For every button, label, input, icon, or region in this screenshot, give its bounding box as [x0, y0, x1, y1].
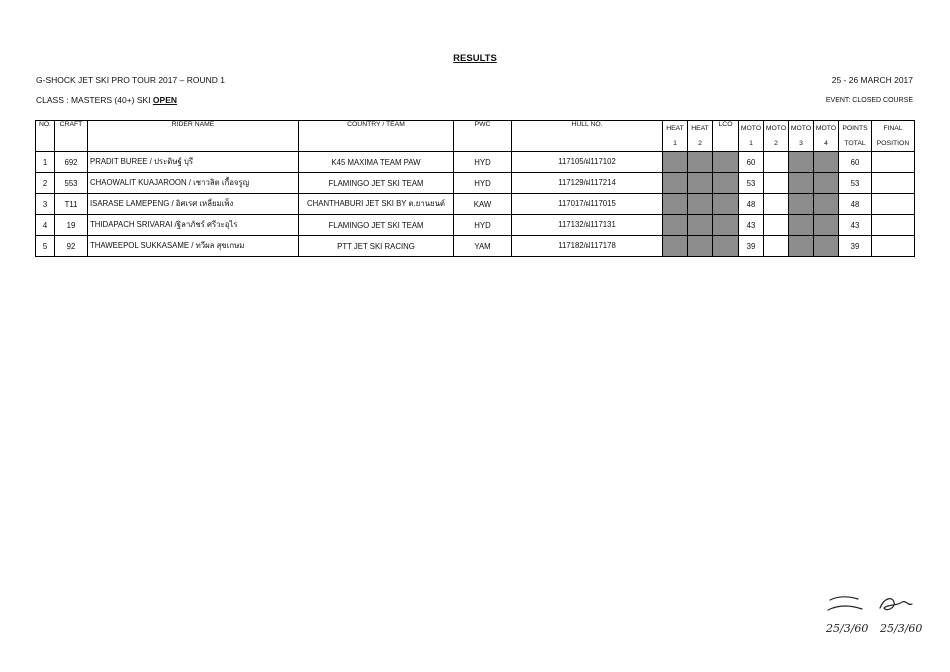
cell-team: FLAMINGO JET SKI TEAM	[299, 173, 454, 194]
cell-team: K45 MAXIMA TEAM PAW	[299, 152, 454, 173]
col-heat2-header: HEAT	[688, 121, 713, 136]
signature-right	[880, 599, 912, 610]
cell-rider: ISARASE LAMEPENG / อิศเรศ เหลี่ยมเพ็ง	[88, 194, 299, 215]
cell-moto3-shaded	[789, 236, 814, 257]
cell-moto3-shaded	[789, 194, 814, 215]
cell-heat1-shaded	[663, 236, 688, 257]
cell-team: PTT JET SKI RACING	[299, 236, 454, 257]
cell-team: FLAMINGO JET SKI TEAM	[299, 215, 454, 236]
cell-hull: 117105/ฝ117102	[512, 152, 663, 173]
cell-moto4-shaded	[814, 236, 839, 257]
cell-total: 60	[839, 152, 872, 173]
table-row	[36, 173, 915, 194]
cell-total: 39	[839, 236, 872, 257]
col-team-header: COUNTRY / TEAM	[299, 121, 454, 152]
cell-moto2	[764, 215, 789, 236]
cell-no: 4	[36, 215, 55, 236]
cell-hull: 117182/ฝ117178	[512, 236, 663, 257]
cell-team: CHANTHABURI JET SKI BY ต.ยานยนต์	[299, 194, 454, 215]
document-title: RESULTS	[453, 53, 497, 64]
event-title: G-SHOCK JET SKI PRO TOUR 2017 – ROUND 1	[36, 75, 225, 85]
cell-rider: THIDAPACH SRIVARAI /ฐิลาภัชร์ ศรีวะอุไร	[88, 215, 299, 236]
cell-heat2-shaded	[688, 173, 713, 194]
col-moto3-number: 3	[789, 135, 814, 152]
signature-left-stroke-1	[830, 597, 858, 600]
signature-date-right: 25/3/60	[880, 622, 923, 635]
cell-moto3-shaded	[789, 215, 814, 236]
signature-date-left: 25/3/60	[826, 622, 869, 635]
col-final-header: FINAL	[872, 121, 915, 136]
cell-rider: THAWEEPOL SUKKASAME / ทวีผล สุขเกษม	[88, 236, 299, 257]
cell-moto2	[764, 236, 789, 257]
cell-final-position	[872, 173, 915, 194]
cell-no: 3	[36, 194, 55, 215]
col-moto4-header: MOTO	[814, 121, 839, 136]
cell-heat2-shaded	[688, 215, 713, 236]
col-points-header: POINTS	[839, 121, 872, 136]
col-no-header: NO.	[36, 121, 55, 152]
cell-lco-shaded	[713, 173, 739, 194]
cell-pwc: HYD	[454, 173, 512, 194]
col-heat1-number: 1	[663, 135, 688, 152]
cell-moto2	[764, 152, 789, 173]
cell-craft: 92	[55, 236, 88, 257]
results-table	[35, 120, 915, 257]
cell-total: 43	[839, 215, 872, 236]
col-moto3-header: MOTO	[789, 121, 814, 136]
cell-moto2	[764, 194, 789, 215]
cell-heat1-shaded	[663, 152, 688, 173]
cell-final-position	[872, 194, 915, 215]
cell-heat1-shaded	[663, 173, 688, 194]
cell-hull: 117129/ฝ117214	[512, 173, 663, 194]
cell-heat2-shaded	[688, 194, 713, 215]
col-moto4-number: 4	[814, 135, 839, 152]
cell-craft: T11	[55, 194, 88, 215]
cell-heat1-shaded	[663, 215, 688, 236]
cell-rider: PRADIT BUREE / ประดิษฐ์ บุรี	[88, 152, 299, 173]
col-rider-header: RIDER NAME	[88, 121, 299, 152]
header-row-top	[36, 121, 915, 136]
cell-moto3-shaded	[789, 173, 814, 194]
col-pwc-header: PWC	[454, 121, 512, 152]
cell-no: 1	[36, 152, 55, 173]
col-total-label: TOTAL	[839, 135, 872, 152]
col-position-label: POSITION	[872, 135, 915, 152]
cell-pwc: HYD	[454, 215, 512, 236]
table-row	[36, 236, 915, 257]
class-line	[36, 95, 177, 105]
cell-no: 2	[36, 173, 55, 194]
class-open-label: OPEN	[152, 95, 178, 105]
cell-final-position	[872, 236, 915, 257]
col-lco-header: LCO	[713, 121, 739, 152]
cell-craft: 19	[55, 215, 88, 236]
cell-no: 5	[36, 236, 55, 257]
cell-lco-shaded	[713, 194, 739, 215]
cell-heat2-shaded	[688, 152, 713, 173]
table-row	[36, 194, 915, 215]
col-hull-header: HULL NO.	[512, 121, 663, 152]
cell-moto3-shaded	[789, 152, 814, 173]
cell-moto4-shaded	[814, 215, 839, 236]
cell-moto4-shaded	[814, 173, 839, 194]
col-moto2-header: MOTO	[764, 121, 789, 136]
cell-lco-shaded	[713, 152, 739, 173]
col-heat2-number: 2	[688, 135, 713, 152]
cell-moto4-shaded	[814, 152, 839, 173]
cell-heat1-shaded	[663, 194, 688, 215]
cell-moto4-shaded	[814, 194, 839, 215]
col-moto2-number: 2	[764, 135, 789, 152]
cell-moto1: 60	[739, 152, 764, 173]
cell-moto1: 53	[739, 173, 764, 194]
cell-pwc: HYD	[454, 152, 512, 173]
cell-craft: 692	[55, 152, 88, 173]
cell-pwc: KAW	[454, 194, 512, 215]
cell-total: 53	[839, 173, 872, 194]
cell-moto1: 43	[739, 215, 764, 236]
cell-hull: 117017/ฝ117015	[512, 194, 663, 215]
cell-moto1: 48	[739, 194, 764, 215]
cell-heat2-shaded	[688, 236, 713, 257]
cell-final-position	[872, 152, 915, 173]
table-row	[36, 215, 915, 236]
cell-pwc: YAM	[454, 236, 512, 257]
cell-lco-shaded	[713, 236, 739, 257]
class-prefix: CLASS : MASTERS (40+) SKI	[36, 95, 153, 105]
cell-final-position	[872, 215, 915, 236]
cell-lco-shaded	[713, 215, 739, 236]
col-heat1-header: HEAT	[663, 121, 688, 136]
cell-total: 48	[839, 194, 872, 215]
col-moto1-number: 1	[739, 135, 764, 152]
cell-hull: 117132/ฝ117131	[512, 215, 663, 236]
event-date: 25 - 26 MARCH 2017	[831, 75, 913, 85]
cell-moto2	[764, 173, 789, 194]
col-craft-header: CRAFT	[55, 121, 88, 152]
cell-rider: CHAOWALIT KUAJAROON / เชาวลิต เกื้อจรูญ	[88, 173, 299, 194]
cell-moto1: 39	[739, 236, 764, 257]
table-row	[36, 152, 915, 173]
event-type: EVENT: CLOSED COURSE	[825, 97, 913, 104]
col-moto1-header: MOTO	[739, 121, 764, 136]
signature-left-stroke-2	[828, 606, 862, 610]
cell-craft: 553	[55, 173, 88, 194]
